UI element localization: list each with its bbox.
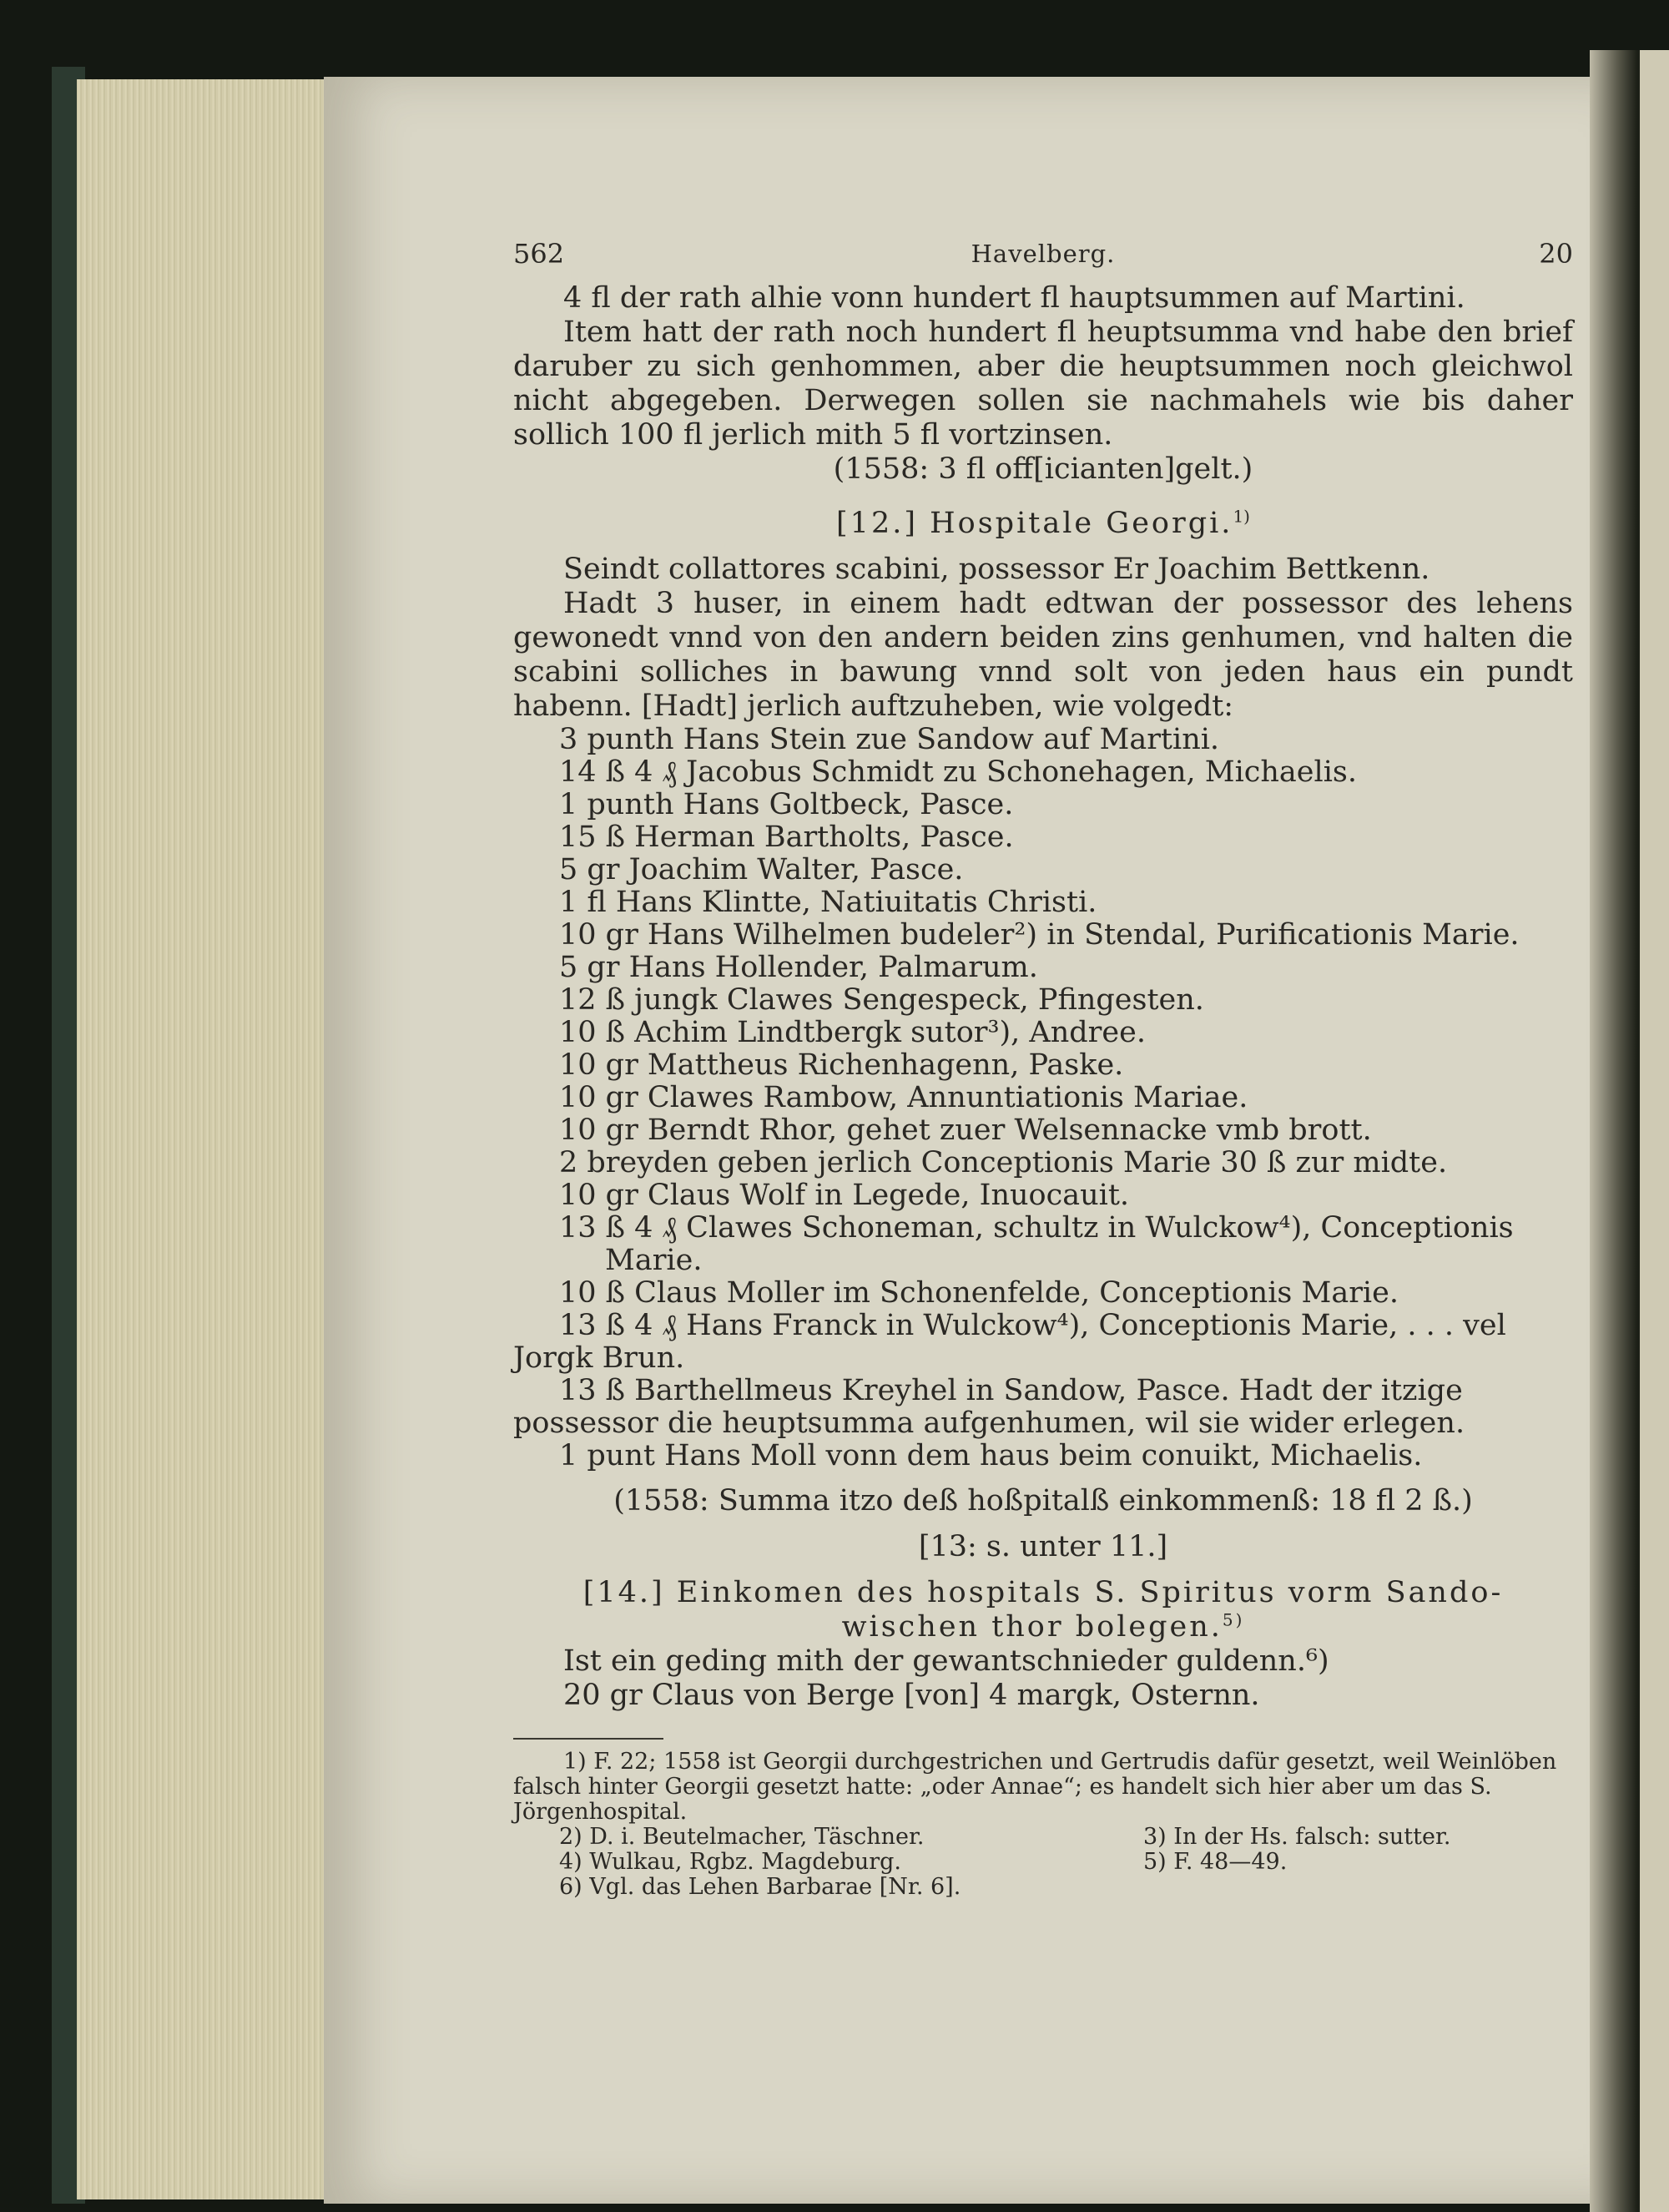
section-14-line-1: Ist ein geding mith der gewantschnieder guldenn.⁶): [563, 1644, 1329, 1678]
list-item: 10 ß Claus Moller im Schonenfelde, Conceptionis Marie.: [559, 1276, 1399, 1310]
section-12-collators: Seindt collattores scabini, possessor Er Joachim Bettkenn.: [563, 553, 1430, 586]
list-item: 10 gr Claus Wolf in Legede, Inuocauit.: [559, 1179, 1130, 1212]
page-block-edges: [77, 79, 327, 2199]
page-text: [513, 238, 1573, 1900]
footnote-3: 3) In der Hs. falsch: sutter.: [1143, 1824, 1451, 1850]
running-number: 20: [1539, 238, 1573, 270]
list-item: 13 ß Barthellmeus Kreyhel in Sandow, Pasce. Hadt der itzige possessor die heuptsumma aufgenhumen, wil sie wider erlegen.: [513, 1374, 1465, 1440]
list-item: 2 breyden geben jerlich Conceptionis Marie 30 ß zur midte.: [559, 1146, 1448, 1179]
list-item: 3 punth Hans Stein zue Sandow auf Martini.: [559, 723, 1220, 756]
footnote-rule: [513, 1738, 663, 1740]
section-12-summary: (1558: Summa itzo deß hoßpitalß einkommenß: 18 fl 2 ß.): [613, 1484, 1473, 1518]
footnote-5: 5) F. 48—49.: [1143, 1849, 1288, 1875]
footnote-4: 4) Wulkau, Rgbz. Magdeburg.: [559, 1849, 902, 1875]
list-item: 14 ß 4 ₰ Jacobus Schmidt zu Schonehagen, Michaelis.: [559, 755, 1357, 789]
list-item: 1 punth Hans Goltbeck, Pasce.: [559, 788, 1014, 821]
intro-paragraph: Item hatt der rath noch hundert fl heuptsumma vnd habe den brief daruber zu sich genhommen, aber die heuptsummen noch gleichwol nicht abgegeben. Derwegen sollen sie nachmahels wie bis daher sollich 100 fl jerlich mith 5 fl vortzinsen.: [513, 316, 1573, 452]
list-item: 10 gr Berndt Rhor, gehet zuer Welsennacke vmb brott.: [559, 1114, 1372, 1147]
list-item: 12 ß jungk Clawes Sengespeck, Pfingesten.: [559, 983, 1204, 1017]
page-header: [513, 238, 1573, 281]
footnote-6: 6) Vgl. das Lehen Barbarae [Nr. 6].: [559, 1874, 961, 1900]
section-12-heading: [12.] Hospitale Georgi.$^{1)}$: [836, 506, 1250, 540]
footnote-1: 1) F. 22; 1558 ist Georgii durchgestrichen und Gertrudis dafür gesetzt, weil Weinlöben falsch hinter Georgii gesetzt hatte: „oder Annae“; es handelt sich hier aber um das S. Jörgenhospital.: [513, 1749, 1557, 1825]
list-item: 10 gr Clawes Rambow, Annuntiationis Mariae.: [559, 1081, 1248, 1114]
list-item: 1 punt Hans Moll vonn dem haus beim conuikt, Michaelis.: [559, 1439, 1423, 1472]
list-item: 13 ß 4 ₰ Clawes Schoneman, schultz in Wulckow⁴), Conceptionis Marie.: [559, 1211, 1514, 1277]
list-item: 13 ß 4 ₰ Hans Franck in Wulckow⁴), Conceptionis Marie, . . . vel Jorgk Brun.: [513, 1309, 1506, 1375]
list-item: 15 ß Herman Bartholts, Pasce.: [559, 821, 1014, 854]
intro-line-1: 4 fl der rath alhie vonn hundert fl hauptsummen auf Martini.: [563, 281, 1465, 315]
list-item: 1 fl Hans Klintte, Natiuitatis Christi.: [559, 886, 1097, 919]
list-item: 10 ß Achim Lindtbergk sutor³), Andree.: [559, 1016, 1146, 1049]
footnote-grid: [513, 1825, 1573, 1900]
facing-page-edge: [1640, 50, 1669, 2212]
list-item: 5 gr Joachim Walter, Pasce.: [559, 853, 964, 886]
section-13-reference: [13: s. unter 11.]: [918, 1530, 1168, 1563]
section-14-line-2: 20 gr Claus von Berge [von] 4 margk, Osternn.: [563, 1679, 1260, 1712]
section-14-heading: [14.] Einkomen des hospitals S. Spiritus vorm Sando- wischen thor bolegen.$^{5)}$: [582, 1576, 1504, 1644]
footnote-2: 2) D. i. Beutelmacher, Täschner.: [559, 1824, 925, 1850]
page-number: 562: [513, 238, 565, 270]
list-item: 10 gr Mattheus Richenhagenn, Paske.: [559, 1048, 1124, 1082]
list-item: 5 gr Hans Hollender, Palmarum.: [559, 951, 1038, 984]
running-title: Havelberg.: [971, 240, 1116, 268]
list-item: 10 gr Hans Wilhelmen budeler²) in Stendal, Purificationis Marie.: [559, 918, 1520, 952]
section-12-paragraph: Hadt 3 huser, in einem hadt edtwan der possessor des lehens gewonedt vnnd von den andern beiden zins genhumen, vnd halten die scabini solliches in bawung vnnd solt von jeden haus ein pundt habenn. [Hadt] jerlich auftzuheben, wie volgedt:: [513, 587, 1573, 723]
note-1558: (1558: 3 fl off[icianten]gelt.): [833, 452, 1253, 486]
